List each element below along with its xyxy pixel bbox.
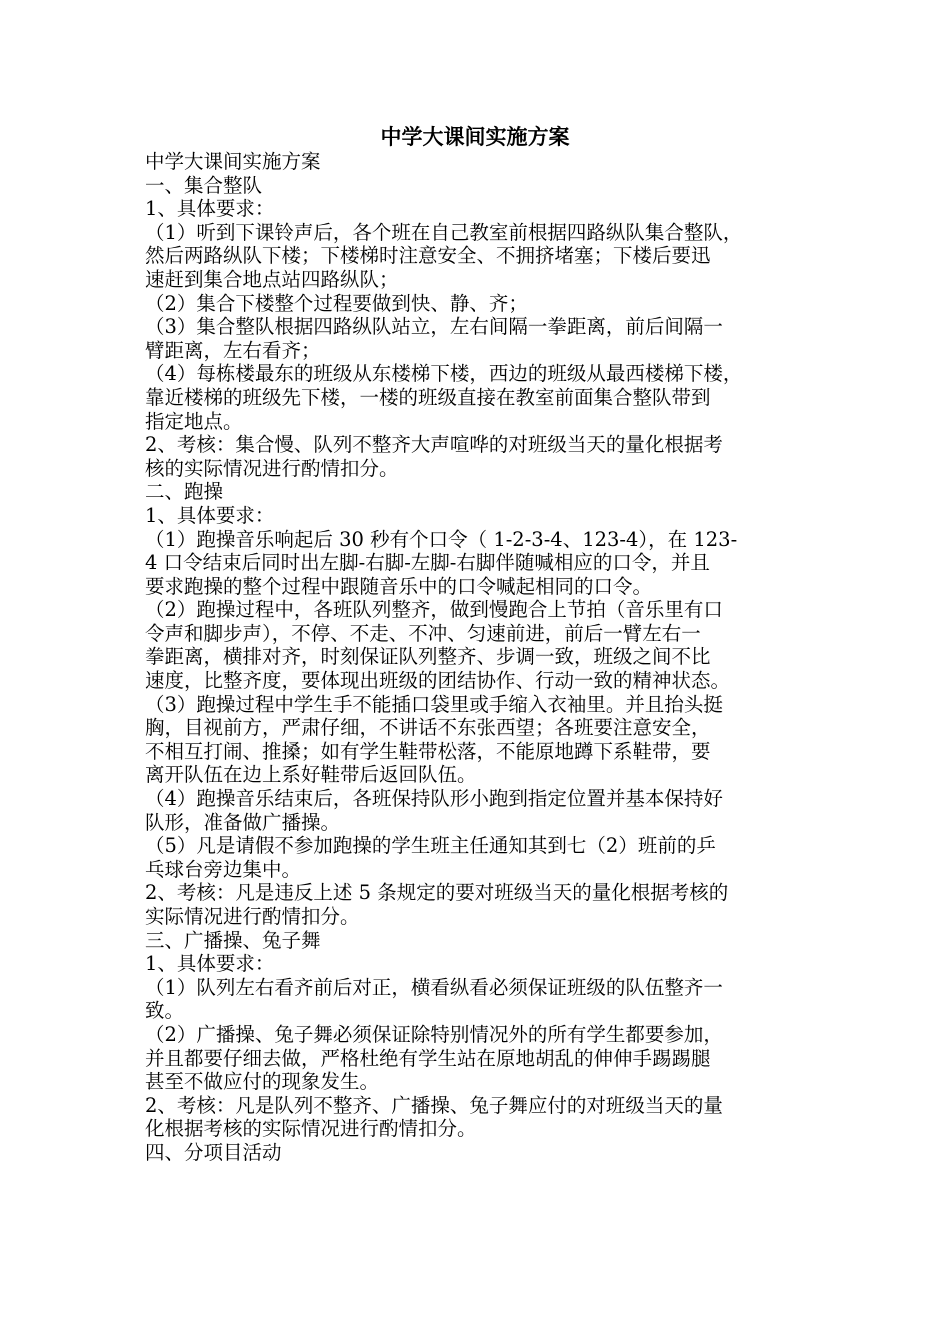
text-line: 中学大课间实施方案: [145, 150, 321, 173]
text-line: 速赶到集合地点站四路纵队；: [145, 267, 399, 291]
text-line: （2）集合下楼整个过程要做到快、静、齐；: [145, 291, 528, 315]
text-line: （2）跑操过程中，各班队列整齐，做到慢跑合上节拍（音乐里有口: [145, 598, 723, 622]
text-line: 并且都要仔细去做，严格杜绝有学生站在原地胡乱的伸伸手踢踢腿: [145, 1046, 711, 1070]
text-line: 化根据考核的实际情况进行酌情扣分。: [145, 1117, 477, 1141]
text-line: 致。: [145, 999, 185, 1023]
text-line: （3）跑操过程中学生手不能插口袋里或手缩入衣袖里。并且抬头挺: [145, 692, 723, 716]
text-line: 2、考核：凡是违反上述 5 条规定的要对班级当天的量化根据考核的: [145, 881, 729, 905]
text-line: 4 口令结束后同时出左脚-右脚-左脚-右脚伴随喊相应的口令，并且: [145, 551, 710, 575]
text-line: 甚至不做应付的现象发生。: [145, 1070, 380, 1094]
text-line: 实际情况进行酌情扣分。: [145, 905, 360, 928]
document-title: 中学大课间实施方案: [380, 125, 570, 149]
text-line: 不相互打闹、推搡；如有学生鞋带松落，不能原地蹲下系鞋带，要: [145, 739, 711, 763]
text-line: 令声和脚步声），不停、不走、不冲、匀速前进，前后一臂左右一: [145, 621, 701, 645]
text-line: （1）队列左右看齐前后对正，横看纵看必须保证班级的队伍整齐一: [145, 975, 723, 999]
text-line: （2）广播操、兔子舞必须保证除特别情况外的所有学生都要参加，: [145, 1022, 723, 1046]
text-line: 然后两路纵队下楼；下楼梯时注意安全、不拥挤堵塞；下楼后要迅: [145, 244, 711, 268]
document-body: [145, 150, 810, 1165]
text-line: 队形，准备做广播操。: [145, 810, 341, 834]
text-line: （4）跑操音乐结束后，各班保持队形小跑到指定位置并基本保持好: [145, 787, 723, 811]
text-line: （1）听到下课铃声后，各个班在自己教室前根据四路纵队集合整队，: [145, 220, 743, 244]
text-line: 四、分项目活动: [145, 1140, 282, 1164]
text-line: 靠近楼梯的班级先下楼，一楼的班级直接在教室前面集合整队带到: [145, 385, 711, 409]
text-line: 2、考核：集合慢、队列不整齐大声喧哗的对班级当天的量化根据考: [145, 433, 723, 457]
text-line: 1、具体要求：: [145, 503, 275, 527]
text-line: 二、跑操: [145, 480, 224, 504]
text-line: 拳距离，横排对齐，时刻保证队列整齐、步调一致，班级之间不比: [145, 645, 711, 669]
text-line: 一、集合整队: [145, 173, 263, 197]
text-line: （4）每栋楼最东的班级从东楼梯下楼，西边的班级从最西楼梯下楼，: [145, 362, 743, 386]
text-line: 胸，目视前方，严肃仔细，不讲话不东张西望；各班要注意安全，: [145, 716, 711, 740]
text-line: 三、广播操、兔子舞: [145, 928, 321, 952]
text-line: 离开队伍在边上系好鞋带后返回队伍。: [145, 763, 477, 787]
text-line: 2、考核：凡是队列不整齐、广播操、兔子舞应付的对班级当天的量: [145, 1093, 723, 1117]
text-line: 指定地点。: [145, 409, 243, 433]
text-line: 核的实际情况进行酌情扣分。: [145, 456, 399, 480]
text-line: 臂距离，左右看齐；: [145, 338, 321, 362]
text-line: 要求跑操的整个过程中跟随音乐中的口令喊起相同的口令。: [145, 574, 653, 598]
text-line: （1）跑操音乐响起后 30 秒有个口令（ 1-2-3-4、123-4），在 123-: [145, 527, 738, 551]
text-line: 1、具体要求：: [145, 952, 275, 976]
text-line: 乓球台旁边集中。: [145, 857, 302, 881]
text-line: （3）集合整队根据四路纵队站立，左右间隔一拳距离，前后间隔一: [145, 315, 723, 339]
text-line: 速度，比整齐度，要体现出班级的团结协作、行动一致的精神状态。: [145, 669, 731, 693]
text-line: 1、具体要求：: [145, 197, 275, 221]
text-line: （5）凡是请假不参加跑操的学生班主任通知其到七（2）班前的乒: [145, 834, 716, 858]
